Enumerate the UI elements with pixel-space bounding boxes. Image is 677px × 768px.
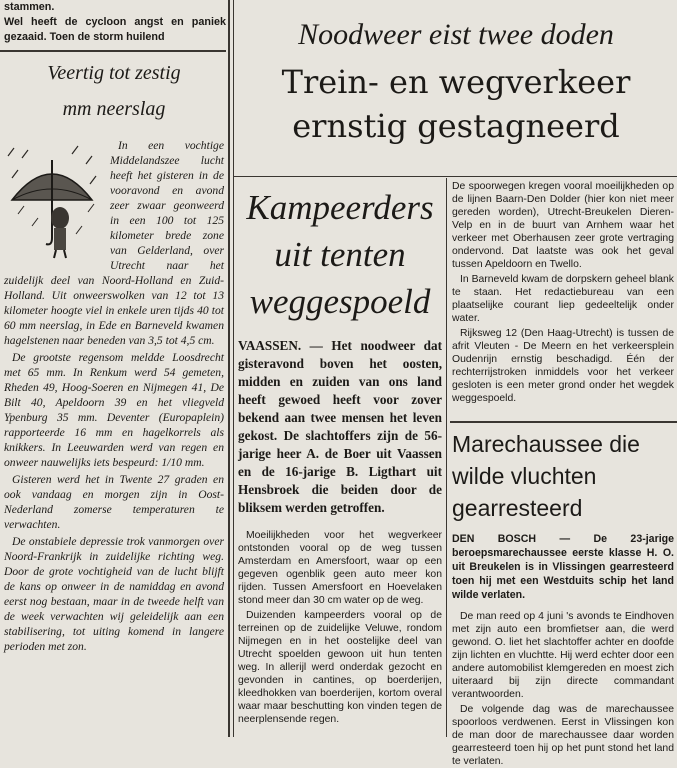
main-headline-block <box>238 18 674 174</box>
main-lead-text: Het noodweer dat gisteravond boven het oosten, midden en zuiden van ons land heeft gewoed heeft voor zover bekend aan twee mensen het leven gekost. De slachtoffers zijn de 56-jarige heer A. de Boer uit Vaassen en de 16-jarige B. Ligthart uit Hensbroek die beiden door de bliksem werden getroffen. <box>238 338 442 515</box>
main-paragraph: Rijksweg 12 (Den Haag-Utrecht) is tussen de afrit Vleuten - De Meern en het verkeersplein Oudenrijn ernstig beschadigd. Één der rechterrijstroken inmiddels voor het verkeer gesloten is een meter grond onder het wegdek weggespoeld. <box>452 328 674 404</box>
second-article-lead <box>452 532 674 602</box>
main-lead-dateline: VAASSEN. — <box>238 338 323 353</box>
second-headline-line-3: gearresteerd <box>452 495 583 521</box>
column-divider-left-inner <box>233 0 234 737</box>
second-article <box>452 428 674 767</box>
second-article-divider <box>450 421 677 423</box>
second-paragraph: De man reed op 4 juni 's avonds te Eindhoven met zijn auto een bromfietser aan, die werd gewond. O. liet het slachtoffer achter en doofde zijn lichten en vluchtte. Hij werd echter door een andere automobilist klemgereden en moest zich uiteraard bij zijn directe commandant verantwoorden. <box>452 611 674 700</box>
top-left-divider <box>0 50 226 52</box>
main-paragraph: Moeilijkheden voor het wegverkeer ontstonden vooral op de weg tussen Amsterdam en Amersfoort, waar op een gegeven ogenblik geen auto meer kon rijden. Tussen Amersfoort en Hoevelaken stond meer dan 30 cm water op de weg. <box>238 530 442 606</box>
main-lead <box>238 337 442 517</box>
main-article-left-column <box>238 184 442 737</box>
sidebar-intro: In een vochtige Middelandszee lucht heeft het gisteren in de vooravond en avond zeer zwaar geonweerd in een 100 tot 125 kilometer brede zone van Gelderland, over Utrecht naar het zuidelijk deel van Noord-Holland en Zuid-Holland. Uit onweerswolken van 12 tot 13 kilometer hoogte viel in enkele uren tijds 40 tot 60 mm neerslag, in Ede en Barneveld kwamen hagelstenen naar beneden van 3,5 tot 4,5 cm. <box>4 139 224 347</box>
main-paragraph: De spoorwegen kregen vooral moeilijkheden op de lijnen Baarn-Den Dolder (hier kon niet meer gereden worden), Utrecht-Breukelen Dieren-Velp en in de buurt van Arnhem waar het verkeer met Oberhausen zeer grote vertraging ondervond. Dat laatste was ook het geval tussen Apeldoorn en Twello. <box>452 181 674 270</box>
continuation-line-1: stammen. <box>4 1 55 13</box>
main-headline-line-2: ernstig gestagneerd <box>292 107 620 145</box>
sidebar-headline-line-2: mm neerslag <box>62 98 166 120</box>
main-paragraph: Duizenden kampeerders vooral op de terreinen op de zuidelijke Veluwe, rondom Nijmegen en in het oostelijke deel van Utrecht spoelden gewoon uit hun tenten weg. In allerijl werd onderdak gezocht en gevonden in cantines, op boerderijen, kleedhokken van boerderijen, kortom overal waar maar beschutting kon vinden tegen de neerplensende regen. <box>238 610 442 725</box>
headline-divider <box>234 176 677 177</box>
main-headline-line-1: Trein- en wegverkeer <box>281 63 631 101</box>
second-paragraph: De volgende dag was de marechaussee spoorloos verdwenen. Eerst in Vlissingen kon de man door de marechaussee daar worden gearresteerd toen hij op het punt stond het land te verlaten. <box>452 704 674 767</box>
main-subheadline-line-3: weggespoeld <box>249 282 431 321</box>
second-lead-dateline: DEN BOSCH — <box>452 533 571 545</box>
second-lead-text: De 23-jarige beroepsmarechaussee eerste klasse H. O. uit Breukelen is in Vlissingen gearresteerd toen hij met een Westduits schip het land wilde verlaten. <box>452 533 674 601</box>
main-paragraph: In Barneveld kwam de dorpskern geheel blank te staan. Het redactiebureau van een plaatselijke courant liep gedeeltelijk onder water. <box>452 274 674 324</box>
sidebar-paragraph: De onstabiele depressie trok vanmorgen over Noord-Frankrijk in zuidelijke richting weg. Door de grote vochtigheid van de lucht blijft de kans op onweer in de namiddag en avond eerst nog bestaan, maar in de tweede helft van de week verwachten wij geleidelijk aan een stabilisering, tot uiting komend in langere perioden met zon. <box>4 535 224 653</box>
sidebar-paragraph: Gisteren werd het in Twente 27 graden en ook vandaag en morgen zijn in Oost-Nederland zomerse temperaturen te verwachten. <box>4 473 224 531</box>
sidebar-article <box>4 58 224 737</box>
column-divider-left <box>228 0 230 737</box>
sidebar-paragraph: De grootste regensom meldde Loosdrecht met 65 mm. In Renkum werd 54 gemeten, Rheden 49, Hoog-Soeren en Nijmegen 41, De Bilt 40, Apeldoorn 39 en het vliegveld Ypenburg 35 mm. Deventer (Europaplein) rapporteerde 16 mm en hagelkorrels als knikkers. In Leeuwarden werd van regen en onweer nauwelijks iets bespeurd: 1/10 mm. <box>4 351 224 469</box>
top-left-continuation <box>4 0 226 48</box>
sidebar-headline <box>4 58 224 124</box>
second-article-headline <box>452 428 674 524</box>
continuation-line-2: Wel heeft de cycloon angst en paniek gezaaid. Toen de storm huilend <box>4 16 226 43</box>
second-headline-line-2: wilde vluchten <box>452 463 597 489</box>
main-headline <box>238 60 674 148</box>
main-subheadline <box>238 184 442 325</box>
main-subheadline-line-2: uit tenten <box>274 235 406 274</box>
sidebar-headline-line-1: Veertig tot zestig <box>47 62 181 84</box>
main-kicker: Noodweer eist twee doden <box>298 18 614 51</box>
main-subheadline-line-1: Kampeerders <box>246 188 434 227</box>
column-divider-mid <box>446 178 447 737</box>
second-headline-line-1: Marechaussee die <box>452 431 640 457</box>
umbrella-rain-icon <box>2 138 102 262</box>
main-article-right-column <box>452 180 674 416</box>
